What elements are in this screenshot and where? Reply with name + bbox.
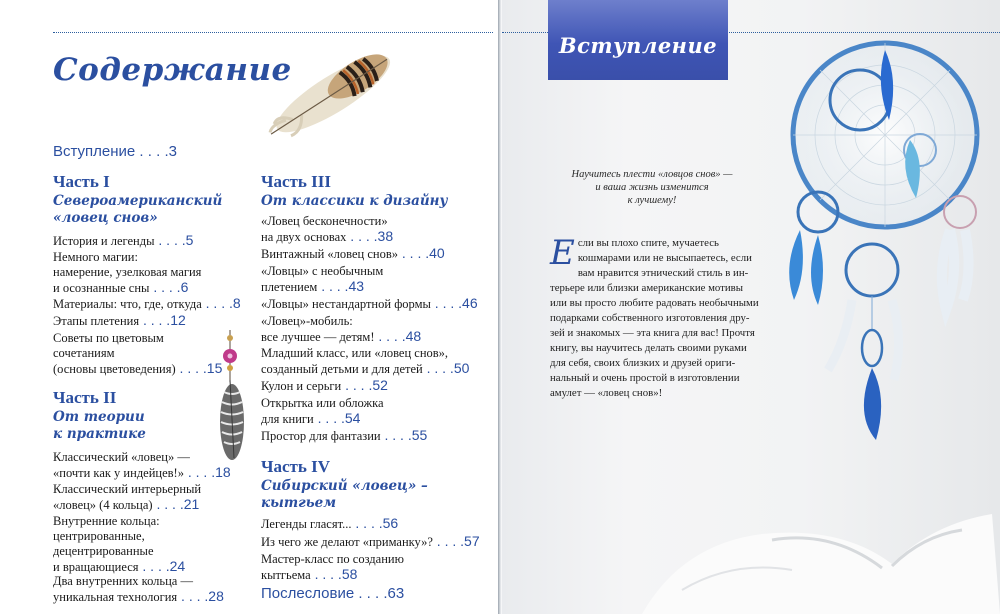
toc-page-number: 28 — [208, 588, 224, 604]
toc-entry-line: Внутренние кольца: — [53, 514, 160, 528]
toc-entry-line: плетением — [261, 280, 318, 294]
toc-page-number: 63 — [387, 585, 405, 602]
toc-entry-line: «Ловцы» с необычным — [261, 264, 384, 278]
toc-page-number: 46 — [462, 295, 478, 311]
body-line: подарками собственного изготовления дру- — [550, 312, 750, 324]
toc-entry-line: «Ловец бесконечности» — [261, 214, 388, 228]
toc-page-number: 21 — [183, 496, 200, 512]
toc-entry-line: Мастер-класс по созданию — [261, 552, 404, 566]
toc-entry-intro[interactable] — [53, 143, 177, 160]
toc-entry-line: Советы по цветовым — [53, 331, 164, 345]
toc-entry-line: Открытка или обложка — [261, 396, 384, 410]
toc-dots: . . . . — [138, 558, 170, 574]
toc-entry[interactable] — [261, 396, 384, 427]
toc-page-number: 43 — [348, 278, 365, 294]
toc-entry[interactable] — [53, 514, 185, 575]
toc-entry[interactable] — [53, 296, 241, 312]
body-line: кошмарами или не высыпаетесь, если — [577, 252, 752, 264]
part-title-line: Сибирский «ловец» – — [261, 478, 428, 494]
part-1-label: Часть I — [53, 172, 110, 191]
toc-entry-label: Послесловие — [261, 585, 355, 602]
toc-entry-line: «ловец» (4 кольца) — [53, 498, 153, 512]
toc-dots: . . . . — [422, 360, 454, 376]
toc-dots: . . . . — [346, 228, 378, 244]
toc-page-number: 5 — [185, 232, 194, 248]
toc-entry-line: «Ловец»-мобиль: — [261, 314, 353, 328]
toc-dots: . . . . — [175, 360, 207, 376]
toc-page-number: 8 — [232, 295, 241, 311]
toc-page-number: 56 — [382, 515, 399, 531]
toc-page-number: 3 — [168, 143, 177, 160]
dreamcatcher-photo — [760, 30, 990, 460]
toc-entry-label: Кулон и серьги — [261, 379, 342, 393]
toc-entry-line: сочетаниям — [53, 346, 115, 360]
epigraph-line: к лучшему! — [627, 195, 677, 206]
part-title-line: Североамериканский — [53, 193, 223, 209]
part-2-title — [53, 409, 146, 443]
toc-dots: . . . . — [432, 533, 465, 549]
body-line: сли вы плохо спите, мучаетесь — [577, 237, 719, 249]
toc-entry-afterword[interactable] — [261, 585, 404, 602]
part-3-title — [261, 193, 448, 210]
part-4-label: Часть IV — [261, 457, 331, 476]
toc-entry[interactable] — [261, 428, 427, 444]
toc-page-number: 24 — [169, 558, 186, 574]
toc-dots: . . . . — [354, 585, 388, 602]
toc-page-number: 48 — [405, 328, 422, 344]
feather-illustration — [255, 48, 415, 138]
body-line: или вы просто любите радовать необычными — [550, 297, 759, 309]
toc-entry[interactable] — [261, 516, 398, 532]
toc-entry-label: Вступление — [53, 143, 136, 160]
toc-entry-line: Классический «ловец» — — [53, 450, 190, 464]
part-title-line: От классики к дизайну — [261, 193, 448, 209]
toc-entry-label: Материалы: что, где, откуда — [53, 297, 202, 311]
toc-page-number: 12 — [170, 312, 186, 328]
body-line: книгу, вы научитесь делать своими руками — [550, 342, 747, 354]
toc-dots: . . . . — [430, 295, 463, 311]
toc-entry[interactable] — [53, 482, 201, 513]
body-line: амулет — «ловец снов»! — [550, 387, 663, 399]
toc-entry[interactable] — [53, 313, 186, 329]
toc-entry-line: центрированные, — [53, 529, 145, 543]
intro-body-text — [550, 233, 772, 401]
toc-entry-line: Младший класс, или «ловец снов», — [261, 346, 449, 360]
toc-entry-label: Легенды гласят... — [261, 517, 352, 531]
toc-entry-line: Немного магии: — [53, 250, 138, 264]
body-line: для себя, своих близких и друзей ориги- — [550, 357, 736, 369]
toc-dots: . . . . — [139, 312, 171, 328]
beaded-feather-pendant — [208, 330, 258, 460]
toc-entry[interactable] — [261, 378, 388, 394]
toc-entry-line: все лучшее — детям! — [261, 330, 375, 344]
toc-entry[interactable] — [261, 214, 393, 245]
toc-entry-line: кытгьема — [261, 568, 311, 582]
toc-dots: . . . . — [317, 278, 349, 294]
toc-page-number: 54 — [344, 410, 361, 426]
toc-entry-line: на двух основах — [261, 230, 347, 244]
toc-entry-label: Из чего же делают «приманку»? — [261, 535, 433, 549]
toc-page — [0, 0, 498, 614]
toc-title: Содержание — [53, 52, 292, 88]
toc-entry-label: Простор для фантазии — [261, 429, 381, 443]
part-1-title — [53, 193, 222, 227]
intro-banner — [548, 0, 728, 80]
intro-epigraph — [562, 168, 742, 207]
body-line: вам нравится этнический стиль в ин- — [577, 267, 749, 279]
toc-page-number: 18 — [215, 464, 231, 480]
toc-dots: . . . . — [183, 464, 216, 480]
toc-page-number: 38 — [377, 228, 394, 244]
toc-dots: . . . . — [135, 143, 169, 160]
part-title-line: От теории — [53, 409, 145, 425]
toc-page-number: 50 — [453, 360, 470, 376]
part-3-label: Часть III — [261, 172, 331, 191]
toc-entry[interactable] — [53, 450, 231, 481]
part-title-line: «ловец снов» — [53, 210, 158, 226]
body-line: зей и знакомых — эта книга для вас! Прочтя — [550, 327, 755, 339]
toc-dots: . . . . — [341, 377, 373, 393]
toc-entry-line: созданный детьми и для детей — [261, 362, 423, 376]
toc-dots: . . . . — [149, 279, 181, 295]
toc-entry[interactable] — [53, 233, 193, 249]
toc-entry[interactable] — [261, 246, 445, 262]
toc-entry-line: Два внутренних кольца — — [53, 574, 193, 588]
toc-page-number: 58 — [341, 566, 358, 582]
body-line: терьере или близки американские мотивы — [550, 282, 744, 294]
drop-cap: Е — [550, 233, 575, 273]
toc-page-number: 55 — [411, 427, 428, 443]
top-dotted-rule — [53, 32, 493, 33]
intro-page — [502, 0, 1000, 614]
toc-dots: . . . . — [351, 515, 383, 531]
toc-entry-label: История и легенды — [53, 234, 155, 248]
epigraph-line: и ваша жизнь изменится — [595, 182, 709, 193]
toc-entry[interactable] — [261, 296, 478, 312]
toc-dots: . . . . — [177, 588, 209, 604]
toc-entry[interactable] — [261, 346, 469, 377]
toc-entry-label: «Ловцы» нестандартной формы — [261, 297, 431, 311]
toc-entry-line: децентрированные — [53, 544, 154, 558]
toc-entry-line: намерение, узелковая магия — [53, 265, 202, 279]
part-2-label: Часть II — [53, 388, 117, 407]
toc-dots: . . . . — [201, 295, 233, 311]
toc-entry-line: для книги — [261, 412, 314, 426]
part-4-title — [261, 478, 428, 512]
toc-entry[interactable] — [261, 264, 383, 295]
epigraph-line: Научитесь плести «ловцов снов» — — [571, 169, 733, 180]
toc-page-number: 52 — [372, 377, 388, 393]
toc-entry-label: Винтажный «ловец снов» — [261, 247, 398, 261]
toc-entry-line: (основы цветоведения) — [53, 362, 176, 376]
toc-dots: . . . . — [310, 566, 342, 582]
toc-dots: . . . . — [154, 232, 186, 248]
toc-entry[interactable] — [261, 534, 480, 550]
toc-entry-line: «почти как у индейцев!» — [53, 466, 184, 480]
toc-entry[interactable] — [261, 314, 421, 345]
toc-entry-line: Классический интерьерный — [53, 482, 202, 496]
toc-dots: . . . . — [374, 328, 406, 344]
toc-entry-line: и осознанные сны — [53, 281, 150, 295]
part-title-line: к практике — [53, 426, 146, 442]
toc-dots: . . . . — [380, 427, 412, 443]
toc-entry[interactable] — [53, 250, 201, 296]
body-line: нальный и очень простой в изготовлении — [550, 372, 740, 384]
toc-dots: . . . . — [398, 245, 430, 261]
toc-entry-label: Этапы плетения — [53, 314, 140, 328]
toc-page-number: 15 — [206, 360, 223, 376]
toc-page-number: 57 — [464, 533, 480, 549]
toc-entry[interactable] — [53, 574, 224, 605]
toc-entry-line: уникальная технология — [53, 590, 178, 604]
toc-dots: . . . . — [152, 496, 184, 512]
part-title-line: кытгьем — [261, 495, 337, 511]
toc-entry[interactable] — [53, 331, 222, 377]
toc-page-number: 40 — [429, 245, 445, 261]
intro-banner-title: Вступление — [558, 33, 718, 58]
pillows-photo — [622, 470, 1000, 614]
toc-entry[interactable] — [261, 552, 404, 583]
toc-page-number: 6 — [180, 279, 189, 295]
toc-dots: . . . . — [313, 410, 345, 426]
toc-entry-line: и вращающиеся — [53, 560, 139, 574]
